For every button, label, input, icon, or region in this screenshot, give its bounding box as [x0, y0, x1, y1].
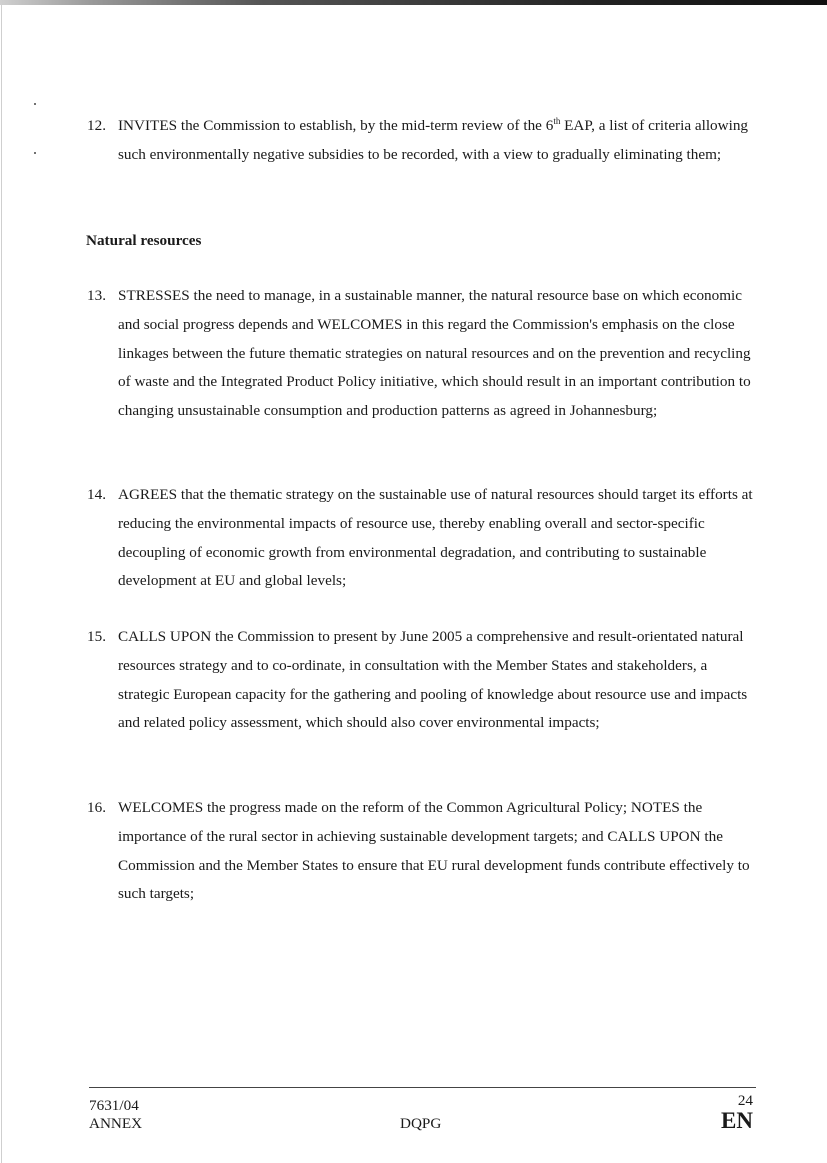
scan-speck — [34, 152, 36, 154]
scan-top-border — [0, 0, 827, 5]
paragraph-14 — [87, 481, 757, 596]
paragraph-15 — [87, 623, 757, 738]
ordinal-suffix: th — [553, 115, 561, 126]
paragraph-text: INVITES the Commission to establish, by the mid-term review of the 6th EAP, a list of criteria allowing such environmentally negative subsidies to be recorded, with a view to gradually eliminating them; — [118, 115, 749, 163]
footer-divider — [89, 1087, 756, 1088]
footer-doc-ref: 7631/04 — [89, 1097, 139, 1114]
paragraph-number: 16. — [87, 799, 106, 816]
footer-dept: DQPG — [400, 1115, 442, 1132]
page-number: 24 — [737, 1092, 753, 1109]
scan-speck — [34, 103, 36, 105]
paragraph-text: WELCOMES the progress made on the reform of the Common Agricultural Policy; NOTES the importance of the rural sector in achieving sustainable development targets; and CALLS UPON the Commission and the Member States to ensure that EU rural development funds contribute effectively to such targets; — [118, 799, 750, 903]
paragraph-number: 14. — [87, 486, 106, 503]
section-heading: Natural resources — [86, 232, 202, 249]
paragraph-number: 13. — [87, 287, 106, 304]
paragraph-13 — [87, 282, 753, 426]
scan-left-edge — [1, 0, 2, 1163]
paragraph-text: STRESSES the need to manage, in a sustainable manner, the natural resource base on which economic and social progress depends and WELCOMES in this regard the Commission's emphasis on the close linkages between the future thematic strategies on natural resources and on the prevention and recycling of waste and the Integrated Product Policy initiative, which should result in an important contribution to changing unsustainable consumption and production patterns as agreed in Johannesburg; — [118, 287, 751, 420]
paragraph-12 — [87, 112, 753, 170]
paragraph-number: 15. — [87, 628, 106, 645]
paragraph-number: 12. — [87, 117, 106, 134]
paragraph-16 — [87, 794, 753, 909]
footer-annex: ANNEX — [89, 1115, 143, 1132]
language-code: EN — [721, 1108, 753, 1133]
paragraph-text: CALLS UPON the Commission to present by June 2005 a comprehensive and result-orientated natural resources strategy and to co-ordinate, in consultation with the Member States and stakeholders, a strategic European capacity for the gathering and pooling of knowledge about resource use and impacts and related policy assessment, which should also cover environmental impacts; — [118, 628, 748, 732]
paragraph-text: AGREES that the thematic strategy on the sustainable use of natural resources should target its efforts at reducing the environmental impacts of resource use, thereby enabling overall and sector-specific decoupling of economic growth from environmental degradation, and contributing to sustainable development at EU and global levels; — [118, 486, 753, 590]
